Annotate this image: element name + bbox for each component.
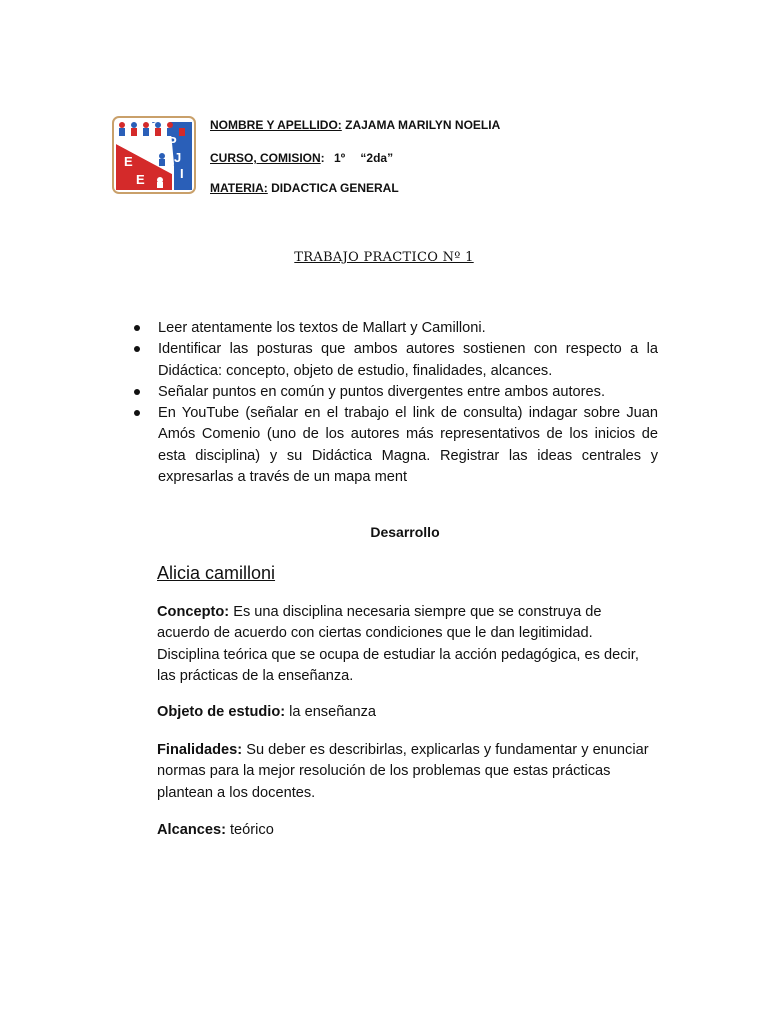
subject-label: MATERIA: bbox=[210, 181, 268, 195]
alcances-label: Alcances: bbox=[157, 822, 226, 838]
bullet-icon bbox=[134, 389, 140, 395]
list-item: Leer atentamente los textos de Mallart y Camilloni. bbox=[132, 318, 658, 339]
logo-letter-i: I bbox=[180, 166, 184, 181]
course-line bbox=[210, 151, 393, 165]
logo-letter-p: P bbox=[168, 134, 177, 149]
concepto-paragraph bbox=[157, 602, 657, 687]
bullet-icon bbox=[134, 410, 140, 416]
subject-line bbox=[210, 181, 399, 195]
concepto-text: Es una disciplina necesaria siempre que se construya de acuerdo de acuerdo con ciertas condiciones que le dan legitimidad. Disciplina teórica que se ocupa de estudiar la acción pedagógica, es decir, las prácticas de la enseñanza. bbox=[157, 604, 639, 684]
logo-letter-j: J bbox=[174, 150, 182, 165]
instructions-list bbox=[132, 318, 658, 488]
student-name-line bbox=[210, 118, 500, 132]
school-logo bbox=[112, 116, 196, 194]
subject-value: DIDACTICA GENERAL bbox=[271, 181, 399, 195]
finalidades-label: Finalidades: bbox=[157, 742, 243, 758]
bullet-icon bbox=[134, 325, 140, 331]
logo-letter-e1: E bbox=[124, 154, 133, 169]
list-item: Señalar puntos en común y puntos divergentes entre ambos autores. bbox=[132, 382, 658, 403]
author-heading: Alicia camilloni bbox=[157, 563, 276, 583]
alcances-text: teórico bbox=[225, 822, 274, 838]
document-title: TRABAJO PRACTICO Nº 1 bbox=[294, 250, 474, 265]
student-name-label: NOMBRE Y APELLIDO: bbox=[210, 118, 342, 132]
concepto-label: Concepto: bbox=[157, 604, 230, 620]
list-item: Identificar las posturas que ambos autores sostienen con respecto a la Didáctica: concepto, objeto de estudio, finalidades, alcances. bbox=[132, 339, 658, 382]
list-item: En YouTube (señalar en el trabajo el link de consulta) indagar sobre Juan Amós Comenio (uno de los autores más representativos de los inicios de esta disciplina) y su Didáctica Magna. Registrar las ideas centrales y expresarlas a través de un mapa ment bbox=[132, 403, 658, 488]
finalidades-text: Su deber es describirlas, explicarlas y fundamentar y enunciar normas para la mejor resolución de los problemas que estas prácticas plantean a los docentes. bbox=[157, 742, 649, 801]
objeto-paragraph bbox=[157, 702, 657, 723]
course-colon: : bbox=[320, 151, 325, 165]
course-label: CURSO, COMISION bbox=[210, 151, 321, 165]
alcances-paragraph bbox=[157, 820, 657, 841]
course-division: “2da” bbox=[360, 151, 394, 165]
student-name-value: ZAJAMA MARILYN NOELIA bbox=[345, 118, 501, 132]
logo-letter-e2: E bbox=[136, 172, 145, 187]
finalidades-paragraph bbox=[157, 740, 657, 804]
development-heading: Desarrollo bbox=[370, 524, 440, 540]
bullet-icon bbox=[134, 346, 140, 352]
objeto-label: Objeto de estudio: bbox=[157, 704, 286, 720]
course-year: 1º bbox=[334, 151, 346, 165]
objeto-text: la enseñanza bbox=[285, 704, 376, 720]
